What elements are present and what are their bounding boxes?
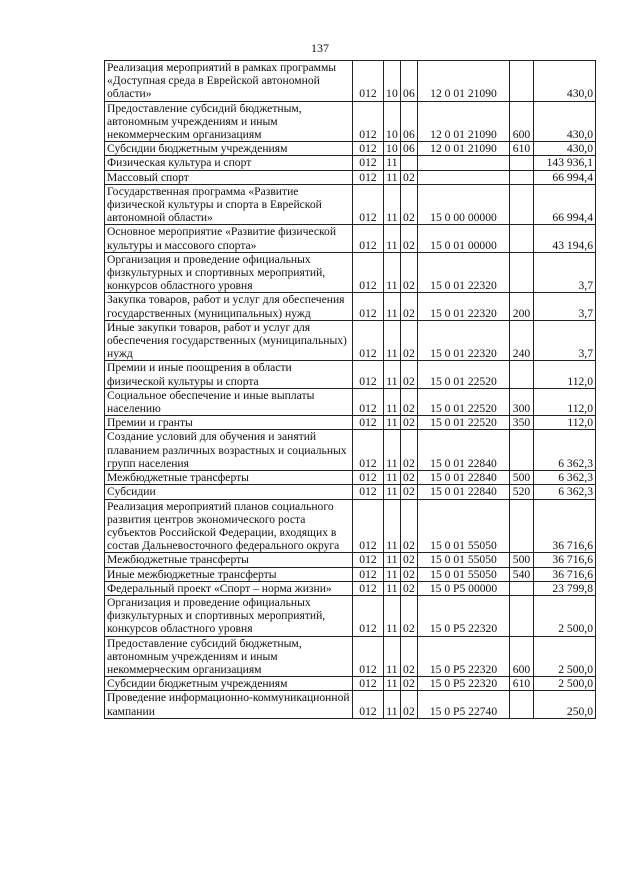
section-code: 11	[384, 581, 401, 595]
section-code: 11	[384, 225, 401, 252]
ministry-code: 012	[353, 320, 384, 361]
expense-type-code	[510, 252, 534, 293]
expense-type-code: 350	[510, 416, 534, 430]
program-code: 15 0 P5 22320	[418, 677, 510, 691]
amount: 2 500,0	[534, 636, 596, 677]
table-row	[105, 320, 596, 361]
table-row	[105, 388, 596, 415]
program-code: 15 0 01 22840	[418, 485, 510, 499]
section-code: 11	[384, 320, 401, 361]
section-code: 11	[384, 361, 401, 388]
expense-type-code: 240	[510, 320, 534, 361]
subsection-code: 02	[401, 252, 418, 293]
section-code: 11	[384, 430, 401, 471]
expense-type-code: 600	[510, 636, 534, 677]
section-code: 11	[384, 499, 401, 553]
ministry-code: 012	[353, 416, 384, 430]
expense-type-code	[510, 595, 534, 636]
expense-type-code: 600	[510, 101, 534, 142]
row-name: Организация и проведение официальных физкультурных и спортивных мероприятий, конкурсов областного уровня	[105, 252, 353, 293]
amount: 36 716,6	[534, 553, 596, 567]
subsection-code: 02	[401, 581, 418, 595]
amount: 250,0	[534, 691, 596, 718]
subsection-code: 02	[401, 691, 418, 718]
row-name: Межбюджетные трансферты	[105, 553, 353, 567]
amount: 2 500,0	[534, 677, 596, 691]
section-code: 11	[384, 416, 401, 430]
program-code: 15 0 01 22320	[418, 252, 510, 293]
program-code: 15 0 01 00000	[418, 225, 510, 252]
row-name: Физическая культура и спорт	[105, 156, 353, 170]
expense-type-code	[510, 581, 534, 595]
amount: 36 716,6	[534, 499, 596, 553]
subsection-code: 06	[401, 61, 418, 102]
amount: 23 799,8	[534, 581, 596, 595]
subsection-code: 02	[401, 225, 418, 252]
expense-type-code	[510, 499, 534, 553]
subsection-code: 02	[401, 388, 418, 415]
table-row	[105, 677, 596, 691]
ministry-code: 012	[353, 430, 384, 471]
table-row	[105, 485, 596, 499]
row-name: Субсидии	[105, 485, 353, 499]
amount: 6 362,3	[534, 471, 596, 485]
ministry-code: 012	[353, 691, 384, 718]
expense-type-code	[510, 225, 534, 252]
ministry-code: 012	[353, 581, 384, 595]
expense-type-code: 300	[510, 388, 534, 415]
amount: 43 194,6	[534, 225, 596, 252]
table-row	[105, 361, 596, 388]
program-code	[418, 156, 510, 170]
section-code: 11	[384, 567, 401, 581]
row-name: Массовый спорт	[105, 170, 353, 184]
section-code: 11	[384, 485, 401, 499]
amount: 143 936,1	[534, 156, 596, 170]
table-row	[105, 252, 596, 293]
ministry-code: 012	[353, 101, 384, 142]
table-row	[105, 691, 596, 718]
subsection-code: 02	[401, 170, 418, 184]
subsection-code: 02	[401, 499, 418, 553]
row-name: Проведение информационно-коммуникационной кампании	[105, 691, 353, 718]
amount: 66 994,4	[534, 184, 596, 225]
ministry-code: 012	[353, 553, 384, 567]
program-code	[418, 170, 510, 184]
section-code: 11	[384, 252, 401, 293]
table-row	[105, 170, 596, 184]
program-code: 15 0 P5 00000	[418, 581, 510, 595]
section-code: 10	[384, 142, 401, 156]
table-row	[105, 471, 596, 485]
ministry-code: 012	[353, 184, 384, 225]
row-name: Организация и проведение официальных физкультурных и спортивных мероприятий, конкурсов областного уровня	[105, 595, 353, 636]
section-code: 11	[384, 636, 401, 677]
expense-type-code: 200	[510, 293, 534, 320]
program-code: 12 0 01 21090	[418, 101, 510, 142]
section-code: 10	[384, 101, 401, 142]
row-name: Иные закупки товаров, работ и услуг для обеспечения государственных (муниципальных) нужд	[105, 320, 353, 361]
subsection-code: 02	[401, 595, 418, 636]
program-code: 15 0 P5 22320	[418, 636, 510, 677]
row-name: Социальное обеспечение и иные выплаты населению	[105, 388, 353, 415]
ministry-code: 012	[353, 595, 384, 636]
program-code: 15 0 01 22840	[418, 430, 510, 471]
subsection-code: 02	[401, 320, 418, 361]
row-name: Межбюджетные трансферты	[105, 471, 353, 485]
amount: 112,0	[534, 388, 596, 415]
table-row	[105, 225, 596, 252]
amount: 6 362,3	[534, 430, 596, 471]
amount: 3,7	[534, 320, 596, 361]
row-name: Закупка товаров, работ и услуг для обеспечения государственных (муниципальных) нужд	[105, 293, 353, 320]
table-row	[105, 184, 596, 225]
row-name: Субсидии бюджетным учреждениям	[105, 677, 353, 691]
expense-type-code	[510, 691, 534, 718]
program-code: 15 0 01 22520	[418, 361, 510, 388]
subsection-code: 02	[401, 184, 418, 225]
expense-type-code	[510, 184, 534, 225]
program-code: 15 0 01 22320	[418, 293, 510, 320]
program-code: 15 0 01 22840	[418, 471, 510, 485]
ministry-code: 012	[353, 170, 384, 184]
row-name: Премии и иные поощрения в области физической культуры и спорта	[105, 361, 353, 388]
table-row	[105, 142, 596, 156]
budget-table	[104, 60, 596, 719]
program-code: 15 0 P5 22740	[418, 691, 510, 718]
amount: 3,7	[534, 293, 596, 320]
table-row	[105, 581, 596, 595]
row-name: Субсидии бюджетным учреждениям	[105, 142, 353, 156]
subsection-code: 06	[401, 142, 418, 156]
row-name: Создание условий для обучения и занятий плаванием различных возрастных и социальных групп населения	[105, 430, 353, 471]
row-name: Реализация мероприятий планов социального развития центров экономического роста субъектов Российской Федерации, входящих в состав Дальневосточного федерального округа	[105, 499, 353, 553]
ministry-code: 012	[353, 677, 384, 691]
ministry-code: 012	[353, 142, 384, 156]
ministry-code: 012	[353, 388, 384, 415]
ministry-code: 012	[353, 61, 384, 102]
expense-type-code: 520	[510, 485, 534, 499]
subsection-code: 02	[401, 471, 418, 485]
expense-type-code	[510, 430, 534, 471]
subsection-code: 02	[401, 636, 418, 677]
row-name: Федеральный проект «Спорт – норма жизни»	[105, 581, 353, 595]
program-code: 15 0 01 55050	[418, 567, 510, 581]
section-code: 11	[384, 388, 401, 415]
expense-type-code: 500	[510, 553, 534, 567]
section-code: 11	[384, 677, 401, 691]
amount: 112,0	[534, 361, 596, 388]
expense-type-code	[510, 61, 534, 102]
section-code: 11	[384, 293, 401, 320]
expense-type-code: 610	[510, 677, 534, 691]
amount: 6 362,3	[534, 485, 596, 499]
ministry-code: 012	[353, 361, 384, 388]
table-row	[105, 293, 596, 320]
ministry-code: 012	[353, 471, 384, 485]
table-row	[105, 101, 596, 142]
section-code: 11	[384, 156, 401, 170]
program-code: 15 0 01 55050	[418, 499, 510, 553]
table-row	[105, 636, 596, 677]
amount: 430,0	[534, 142, 596, 156]
expense-type-code: 500	[510, 471, 534, 485]
subsection-code: 02	[401, 553, 418, 567]
ministry-code: 012	[353, 225, 384, 252]
ministry-code: 012	[353, 485, 384, 499]
subsection-code: 02	[401, 416, 418, 430]
amount: 36 716,6	[534, 567, 596, 581]
program-code: 15 0 01 22520	[418, 388, 510, 415]
amount: 3,7	[534, 252, 596, 293]
expense-type-code: 610	[510, 142, 534, 156]
budget-rows	[105, 61, 596, 719]
amount: 112,0	[534, 416, 596, 430]
section-code: 11	[384, 471, 401, 485]
row-name: Реализация мероприятий в рамках программы «Доступная среда в Еврейской автономной области»	[105, 61, 353, 102]
ministry-code: 012	[353, 252, 384, 293]
program-code: 15 0 01 22320	[418, 320, 510, 361]
amount: 66 994,4	[534, 170, 596, 184]
page-number: 137	[311, 41, 329, 55]
amount: 430,0	[534, 101, 596, 142]
table-row	[105, 61, 596, 102]
row-name: Предоставление субсидий бюджетным, автономным учреждениям и иным некоммерческим организациям	[105, 101, 353, 142]
row-name: Премии и гранты	[105, 416, 353, 430]
program-code: 15 0 P5 22320	[418, 595, 510, 636]
section-code: 11	[384, 691, 401, 718]
section-code: 11	[384, 170, 401, 184]
table-row	[105, 499, 596, 553]
subsection-code	[401, 156, 418, 170]
ministry-code: 012	[353, 293, 384, 320]
subsection-code: 02	[401, 293, 418, 320]
table-row	[105, 595, 596, 636]
amount: 430,0	[534, 61, 596, 102]
expense-type-code: 540	[510, 567, 534, 581]
section-code: 11	[384, 184, 401, 225]
section-code: 10	[384, 61, 401, 102]
table-row	[105, 416, 596, 430]
row-name: Основное мероприятие «Развитие физической культуры и массового спорта»	[105, 225, 353, 252]
subsection-code: 02	[401, 485, 418, 499]
program-code: 15 0 01 55050	[418, 553, 510, 567]
section-code: 11	[384, 595, 401, 636]
expense-type-code	[510, 156, 534, 170]
ministry-code: 012	[353, 636, 384, 677]
program-code: 12 0 01 21090	[418, 142, 510, 156]
table-row	[105, 567, 596, 581]
program-code: 12 0 01 21090	[418, 61, 510, 102]
expense-type-code	[510, 170, 534, 184]
section-code: 11	[384, 553, 401, 567]
subsection-code: 06	[401, 101, 418, 142]
expense-type-code	[510, 361, 534, 388]
table-row	[105, 156, 596, 170]
row-name: Иные межбюджетные трансферты	[105, 567, 353, 581]
ministry-code: 012	[353, 156, 384, 170]
table-row	[105, 553, 596, 567]
subsection-code: 02	[401, 567, 418, 581]
program-code: 15 0 01 22520	[418, 416, 510, 430]
subsection-code: 02	[401, 677, 418, 691]
row-name: Государственная программа «Развитие физической культуры и спорта в Еврейской автономной области»	[105, 184, 353, 225]
ministry-code: 012	[353, 499, 384, 553]
table-row	[105, 430, 596, 471]
amount: 2 500,0	[534, 595, 596, 636]
program-code: 15 0 00 00000	[418, 184, 510, 225]
subsection-code: 02	[401, 361, 418, 388]
subsection-code: 02	[401, 430, 418, 471]
row-name: Предоставление субсидий бюджетным, автономным учреждениям и иным некоммерческим организациям	[105, 636, 353, 677]
ministry-code: 012	[353, 567, 384, 581]
